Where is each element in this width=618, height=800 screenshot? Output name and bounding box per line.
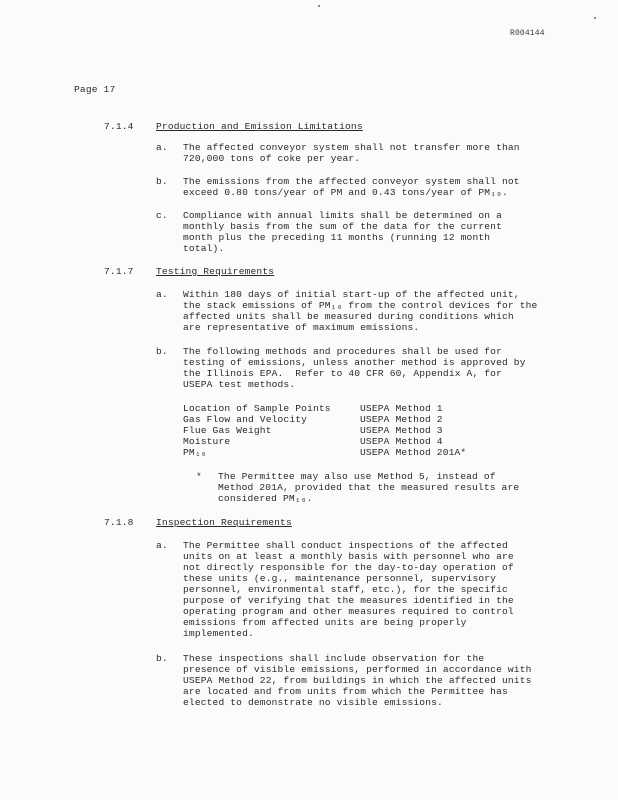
item-text-line: personnel, environmental staff, etc.), for the specific: [183, 584, 508, 595]
document-id: R004144: [510, 29, 545, 38]
item-text-line: 720,000 tons of coke per year.: [183, 153, 361, 164]
section-title: Testing Requirements: [156, 266, 275, 277]
footnote-marker: *: [196, 471, 202, 482]
footnote-line: considered PM₁₀.: [218, 493, 313, 504]
section-title: Production and Emission Limitations: [156, 121, 363, 132]
footnote-line: The Permittee may also use Method 5, instead of: [218, 471, 496, 482]
item-text-line: the Illinois EPA. Refer to 40 CFR 60, Appendix A, for: [183, 368, 502, 379]
item-letter: b.: [156, 346, 168, 357]
item-text-line: USEPA test methods.: [183, 379, 296, 390]
item-text-line: month plus the preceding 11 months (running 12 month: [183, 232, 491, 243]
item-text-line: These inspections shall include observation for the: [183, 653, 485, 664]
item-text-line: exceed 0.80 tons/year of PM and 0.43 tons/year of PM₁₀.: [183, 187, 508, 198]
table-parameter: Moisture: [183, 436, 231, 447]
item-text-line: The affected conveyor system shall not transfer more than: [183, 142, 520, 153]
item-text-line: implemented.: [183, 628, 254, 639]
footnote-line: Method 201A, provided that the measured results are: [218, 482, 520, 493]
table-parameter: PM₁₀: [183, 447, 207, 458]
table-method: USEPA Method 4: [360, 436, 443, 447]
scan-speck: [318, 5, 320, 7]
item-text-line: operating program and other measures required to control: [183, 606, 514, 617]
item-letter: b.: [156, 653, 168, 664]
table-method: USEPA Method 201A*: [360, 447, 467, 458]
item-letter: a.: [156, 289, 168, 300]
item-text-line: are representative of maximum emissions.: [183, 322, 420, 333]
table-parameter: Gas Flow and Velocity: [183, 414, 308, 425]
item-text-line: The Permittee shall conduct inspections of the affected: [183, 540, 508, 551]
item-letter: c.: [156, 210, 168, 221]
item-text-line: these units (e.g., maintenance personnel, supervisory: [183, 573, 497, 584]
page-label: Page 17: [74, 84, 116, 95]
item-letter: b.: [156, 176, 168, 187]
item-text-line: monthly basis from the sum of the data for the current: [183, 221, 502, 232]
table-method: USEPA Method 2: [360, 414, 443, 425]
item-text-line: purpose of verifying that the measures identified in the: [183, 595, 514, 606]
item-text-line: Compliance with annual limits shall be determined on a: [183, 210, 502, 221]
item-text-line: are located and from units from which the Permittee has: [183, 686, 508, 697]
item-text-line: not directly responsible for the day-to-day operation of: [183, 562, 514, 573]
item-text-line: testing of emissions, unless another method is approved by: [183, 357, 526, 368]
item-text-line: The emissions from the affected conveyor system shall not: [183, 176, 520, 187]
item-text-line: affected units shall be measured during conditions which: [183, 311, 514, 322]
table-parameter: Location of Sample Points: [183, 403, 331, 414]
item-text-line: elected to demonstrate no visible emissions.: [183, 697, 443, 708]
item-text-line: The following methods and procedures shall be used for: [183, 346, 502, 357]
item-text-line: the stack emissions of PM₁₀ from the control devices for the: [183, 300, 538, 311]
scan-speck: [594, 17, 596, 19]
item-letter: a.: [156, 540, 168, 551]
item-letter: a.: [156, 142, 168, 153]
item-text-line: USEPA Method 22, from buildings in which the affected units: [183, 675, 532, 686]
table-method: USEPA Method 3: [360, 425, 443, 436]
item-text-line: Within 180 days of initial start-up of the affected unit,: [183, 289, 520, 300]
item-text-line: units on at least a monthly basis with personnel who are: [183, 551, 514, 562]
section-title: Inspection Requirements: [156, 517, 292, 528]
item-text-line: emissions from affected units are being properly: [183, 617, 467, 628]
section-number: 7.1.4: [104, 121, 134, 132]
table-parameter: Flue Gas Weight: [183, 425, 272, 436]
table-method: USEPA Method 1: [360, 403, 443, 414]
item-text-line: presence of visible emissions, performed in accordance with: [183, 664, 532, 675]
section-number: 7.1.8: [104, 517, 134, 528]
section-number: 7.1.7: [104, 266, 134, 277]
item-text-line: total).: [183, 243, 225, 254]
